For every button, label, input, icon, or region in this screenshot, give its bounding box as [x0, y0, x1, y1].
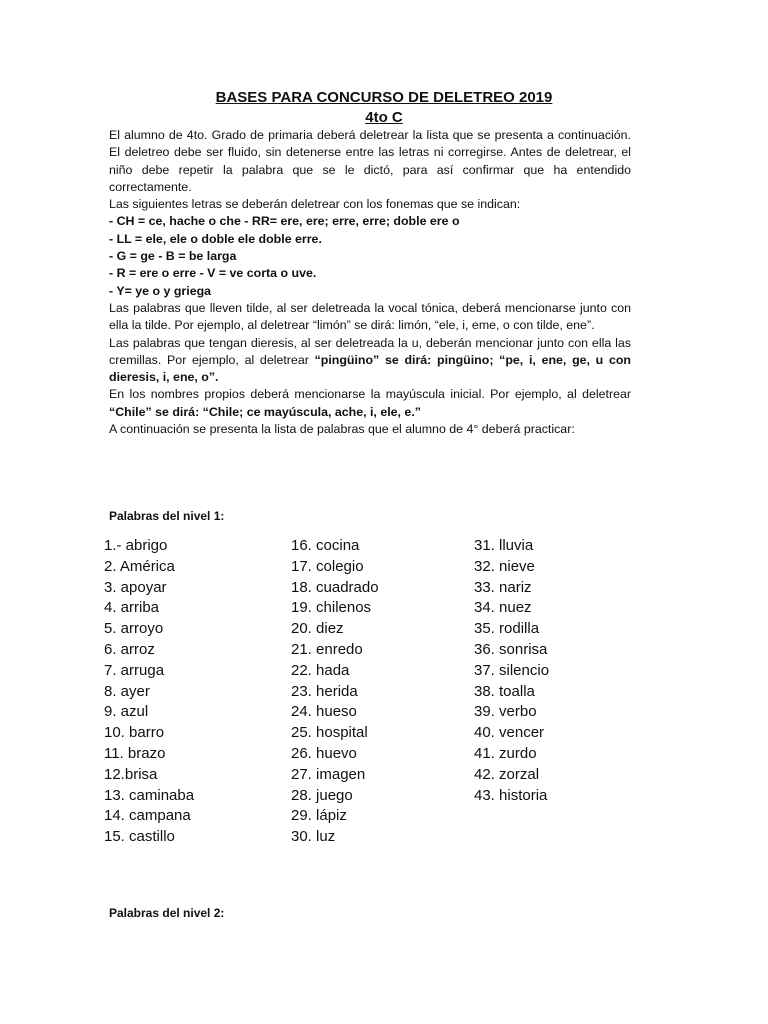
- propios-paragraph: [109, 386, 631, 421]
- word-item: 20. diez: [291, 620, 344, 638]
- word-item: 37. silencio: [474, 661, 550, 679]
- word-item: 16. cocina: [291, 537, 360, 554]
- dieresis-paragraph: [109, 335, 631, 387]
- word-column-1: [104, 536, 194, 848]
- word-item: 27. imagen: [291, 765, 366, 783]
- word-item: 6. arroz: [104, 640, 155, 658]
- word-item: 35. rodilla: [474, 620, 540, 638]
- word-item: 15. castillo: [104, 828, 175, 846]
- word-item: 33. nariz: [474, 578, 532, 596]
- tilde-paragraph: Las palabras que lleven tilde, al ser deletreada la vocal tónica, deberá mencionarse junto con ella la tilde. Por ejemplo, al deletrear “limón” se dirá: limón, “ele, i, eme, o con tilde, ene”.: [109, 300, 631, 333]
- word-item: 2. América: [104, 557, 175, 575]
- word-item: 4. arriba: [104, 599, 160, 617]
- rule-g-b: - G = ge - B = be larga: [109, 249, 237, 264]
- word-column-2: [291, 536, 379, 848]
- word-item: 5. arroyo: [104, 620, 164, 638]
- level2-label: Palabras del nivel 2:: [109, 906, 225, 920]
- rule-ch-rr: - CH = ce, hache o che - RR= ere, ere; erre, erre; doble ere o: [109, 214, 460, 229]
- word-item: 18. cuadrado: [291, 578, 379, 596]
- dieresis-text: Las palabras que tengan dieresis, al ser deletreada la u, deberán mencionar junto con ella las cremillas. Por ejemplo, al deletrear: [109, 335, 631, 367]
- word-item: 11. brazo: [104, 744, 166, 762]
- word-item: 23. herida: [291, 682, 358, 700]
- word-item: 25. hospital: [291, 724, 368, 742]
- word-item: 14. campana: [104, 807, 191, 825]
- word-item: 3. apoyar: [104, 578, 167, 596]
- word-column-3: [474, 536, 549, 806]
- word-item: 8. ayer: [104, 682, 150, 700]
- word-item: 19. chilenos: [291, 599, 372, 617]
- word-item: 34. nuez: [474, 599, 532, 617]
- word-item: 30. luz: [291, 828, 336, 846]
- word-item: 39. verbo: [474, 703, 537, 721]
- rule-r-v: - R = ere o erre - V = ve corta o uve.: [109, 266, 317, 281]
- word-item: 29. lápiz: [291, 807, 347, 825]
- word-item: 43. historia: [474, 786, 548, 804]
- document-subtitle: 4to C: [365, 109, 403, 126]
- level1-label: Palabras del nivel 1:: [109, 509, 225, 523]
- document-title: BASES PARA CONCURSO DE DELETREO 2019: [215, 89, 553, 106]
- word-item: 22. hada: [291, 661, 350, 679]
- word-item: 24. hueso: [291, 703, 357, 721]
- word-item: 17. colegio: [291, 557, 364, 575]
- word-item: 41. zurdo: [474, 744, 537, 762]
- propios-example: “Chile” se dirá: “Chile; ce mayúscula, ache, i, ele, e.”: [109, 404, 421, 419]
- propios-text: En los nombres propios deberá mencionarse la mayúscula inicial. Por ejemplo, al deletrear: [109, 387, 631, 402]
- word-item: 12.brisa: [104, 765, 158, 783]
- word-item: 21. enredo: [291, 640, 363, 658]
- word-item: 7. arruga: [104, 661, 165, 679]
- dieresis-example: “pingüino” se dirá: pingüino; “pe, i, ene, ge, u con dieresis, i, ene, o”.: [109, 352, 631, 385]
- word-item: 13. caminaba: [104, 786, 195, 804]
- word-item: 36. sonrisa: [474, 640, 548, 658]
- word-item: 38. toalla: [474, 682, 535, 700]
- list-intro: A continuación se presenta la lista de palabras que el alumno de 4° deberá practicar:: [109, 422, 575, 437]
- intro-paragraph: El alumno de 4to. Grado de primaria deberá deletrear la lista que se presenta a continuación. El deletreo debe ser fluido, sin detenerse entre las letras ni corregirse. Antes de deletrear, el niño debe repetir la palabra que se le dictó, para así confirmar que ha entendido correctamente.: [109, 128, 631, 194]
- rule-y: - Y= ye o y griega: [109, 283, 212, 298]
- word-item: 26. huevo: [291, 744, 357, 762]
- word-item: 31. lluvia: [474, 537, 534, 554]
- letters-intro: Las siguientes letras se deberán deletrear con los fonemas que se indican:: [109, 197, 521, 212]
- word-item: 42. zorzal: [474, 765, 540, 783]
- word-item: 1.- abrigo: [104, 537, 168, 554]
- word-item: 28. juego: [291, 786, 353, 804]
- word-item: 40. vencer: [474, 724, 545, 742]
- rule-ll: - LL = ele, ele o doble ele doble erre.: [109, 231, 322, 246]
- word-item: 10. barro: [104, 724, 165, 742]
- rules-text: [109, 127, 631, 438]
- word-item: 9. azul: [104, 703, 149, 721]
- word-item: 32. nieve: [474, 557, 535, 575]
